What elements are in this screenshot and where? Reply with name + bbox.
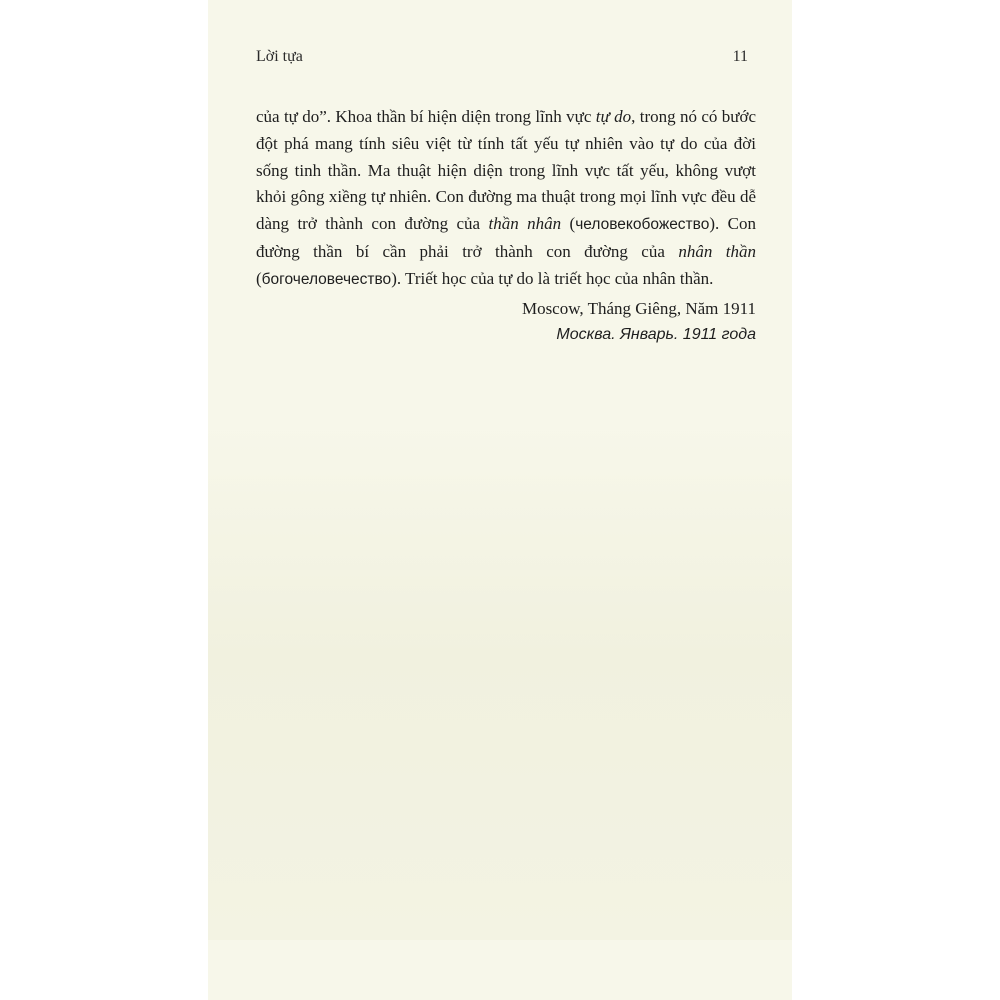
bleed-through-shading	[208, 420, 792, 940]
text-run: ). Triết học của tự do là triết học của nhân thần.	[391, 268, 714, 288]
russian-term-bogochelovechestvo: богочеловечество	[261, 270, 392, 288]
running-head	[256, 48, 748, 74]
text-run: (	[561, 214, 576, 234]
signature-vietnamese: Moscow, Tháng Giêng, Năm 1911	[521, 298, 756, 318]
paragraph	[256, 104, 756, 294]
text-run: (	[256, 268, 262, 288]
text-run: ). Con đường thần bí cần phải trở thành con đường của	[256, 214, 757, 261]
page-number: 11	[732, 48, 748, 65]
text-run: , trong nó có bước đột phá mang tính siêu việt từ tính tất yếu tự nhiên vào tự do của đời sống tinh thần. Ma thuật hiện diện trong lĩnh vực tất yếu, không vượt khỏi gông xiềng tự nhiên. Con đường ma thuật trong mọi lĩnh vực đều dễ dàng trở thành con đường của	[256, 107, 756, 234]
russian-term-chelovekobozhestvo: человекобожество	[575, 216, 710, 234]
italic-term-than-nhan: thần nhân	[488, 214, 562, 234]
signature-russian: Москва. Январь. 1911 года	[556, 326, 756, 344]
running-title: Lời tựa	[256, 48, 303, 65]
italic-term-tu-do: tự do	[595, 107, 632, 126]
body-text	[256, 104, 756, 349]
italic-term-nhan-than: nhân thần	[678, 241, 756, 261]
text-run: của tự do”. Khoa thần bí hiện diện trong lĩnh vực	[256, 107, 596, 126]
book-page	[208, 0, 792, 1000]
